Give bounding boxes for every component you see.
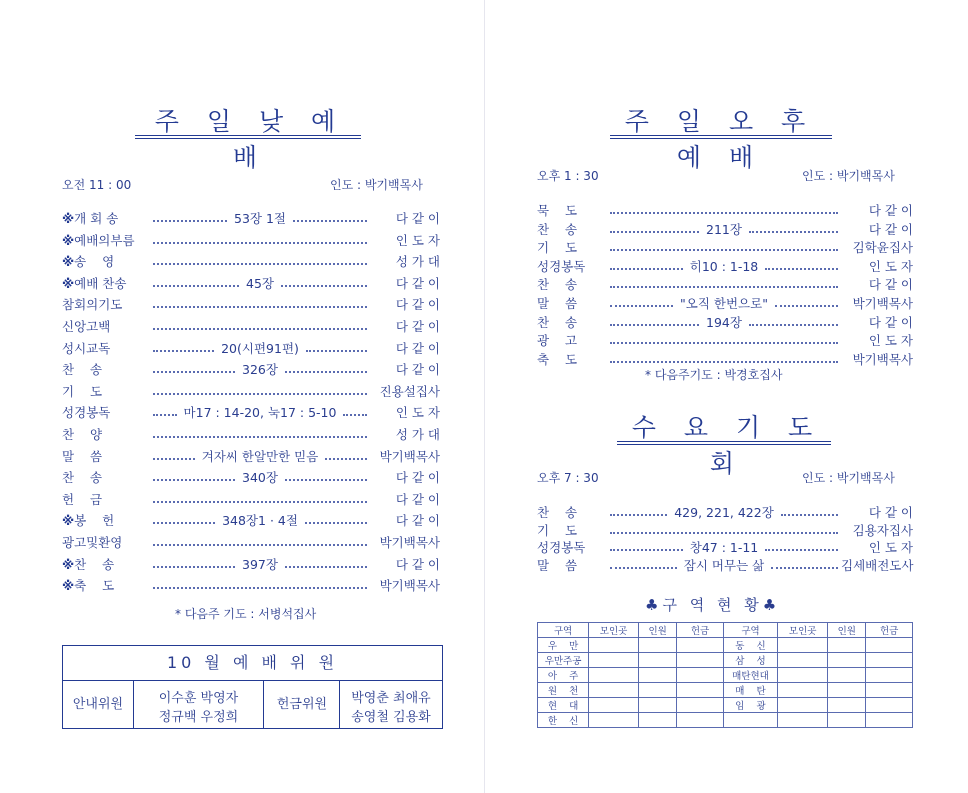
item-label-text: 말 씀: [537, 557, 578, 573]
leader-dots: [153, 263, 367, 265]
zone-cell: [677, 638, 724, 653]
item-performer: 다 같 이: [395, 470, 440, 486]
item-detail: 겨자씨 한알만한 믿음: [201, 448, 319, 464]
item-label: [62, 252, 150, 270]
service-item: [62, 510, 440, 530]
afternoon-time: 오후 1 : 30: [537, 169, 599, 183]
zone-row: [538, 638, 913, 653]
item-label: [537, 238, 607, 256]
leader-dots: [306, 350, 367, 352]
leader-dots: [610, 305, 673, 307]
zone-cell: [866, 638, 913, 653]
zone-header: 인원: [639, 623, 677, 638]
service-item: [537, 555, 913, 575]
leader-dots: [765, 549, 838, 551]
item-performer: 다 같 이: [395, 211, 441, 226]
item-performer: 다 같 이: [868, 221, 913, 237]
zone-cell: [639, 683, 677, 698]
stand-mark: ※: [62, 513, 75, 529]
wednesday-time: 오후 7 : 30: [537, 471, 599, 485]
leader-dots: [153, 285, 239, 287]
service-item: [62, 424, 440, 444]
offering-names: [340, 681, 442, 728]
zone-cell: [778, 683, 828, 698]
item-label: [62, 403, 150, 421]
service-item: [537, 200, 913, 220]
item-detail: 창47 : 1-11: [689, 540, 759, 555]
item-performer: 다 같 이: [395, 319, 440, 334]
item-performer: 박기백목사: [852, 351, 913, 367]
stand-mark: ※: [62, 232, 75, 248]
service-item: [62, 402, 440, 422]
item-performer: 진용설집사: [379, 383, 440, 399]
wednesday-title: 수 요 기 도 회: [631, 413, 823, 478]
item-label-text: 참회의기도: [62, 297, 123, 313]
item-label: [537, 350, 607, 368]
leader-dots: [610, 324, 699, 326]
zone-row: [538, 668, 913, 683]
zone-cell: [639, 698, 677, 713]
zone-name: [723, 713, 777, 728]
zone-header: 구역: [538, 623, 589, 638]
leader-dots: [610, 286, 838, 288]
item-label: [62, 209, 150, 227]
afternoon-leader: 인도 : 박기백목사: [802, 169, 895, 183]
leader-dots: [610, 567, 677, 569]
zone-name: 현 대: [538, 698, 589, 713]
item-performer: 박기백목사: [379, 535, 440, 550]
item-label: [62, 468, 150, 486]
item-label: [62, 533, 150, 551]
item-performer: 인 도 자: [868, 258, 914, 274]
leader-dots: [771, 567, 838, 569]
leader-dots: [610, 212, 838, 214]
zone-name: 동 신: [723, 638, 777, 653]
item-label: [537, 220, 607, 238]
item-performer: 성 가 대: [395, 254, 440, 270]
item-performer: 다 같 이: [395, 513, 440, 529]
leader-dots: [281, 285, 367, 287]
leader-dots: [305, 522, 367, 524]
item-label: [537, 201, 607, 219]
item-label: [537, 503, 607, 521]
zone-cell: [639, 653, 677, 668]
service-item: [62, 316, 440, 336]
item-detail: 53장 1절: [234, 211, 286, 226]
zone-cell: [828, 638, 866, 653]
usher-names-line2: 정규백 우정희: [158, 710, 239, 725]
item-label-text: 찬 송: [74, 556, 115, 572]
item-performer: 박기백목사: [852, 296, 913, 311]
item-label: [62, 339, 150, 357]
item-label-text: 봉 헌: [74, 513, 115, 529]
zone-cell: [639, 713, 677, 728]
committee-title: 10 월 예 배 위 원: [63, 646, 442, 681]
item-performer: 다 같 이: [868, 314, 913, 330]
leader-dots: [285, 371, 367, 373]
zone-cell: [677, 653, 724, 668]
item-label-text: 성시교독: [62, 340, 111, 356]
item-performer: 성 가 대: [395, 427, 440, 442]
item-performer: 다 같 이: [395, 340, 441, 356]
item-detail: 마17 : 14-20, 눅17 : 5-10: [183, 405, 337, 421]
zone-name: 한 신: [538, 713, 589, 728]
item-label: [62, 425, 150, 443]
next-prayer: * 다음주 기도 : 서병석집사: [175, 607, 317, 621]
zone-cell: [828, 683, 866, 698]
item-label: [62, 511, 150, 529]
item-detail: 잠시 머무는 삶: [683, 557, 765, 573]
leader-dots: [610, 231, 699, 233]
item-label: [62, 231, 150, 249]
service-leader: 인도 : 박기백목사: [330, 178, 423, 192]
zone-name: 임 광: [723, 698, 777, 713]
service-item: [62, 338, 440, 358]
service-item: [537, 219, 913, 239]
item-label-text: 광고및환영: [62, 535, 123, 550]
zone-cell: [639, 638, 677, 653]
zone-cell: [677, 683, 724, 698]
service-item: [62, 446, 440, 466]
zone-cell: [589, 698, 639, 713]
item-label-text: 묵 도: [537, 203, 578, 218]
service-item: [62, 359, 440, 379]
zone-header: 모인곳: [778, 623, 828, 638]
zone-header-row: [538, 623, 913, 638]
leader-dots: [610, 549, 683, 551]
zone-cell: [778, 638, 828, 653]
item-performer: 다 같 이: [395, 491, 440, 507]
zone-header: 모인곳: [589, 623, 639, 638]
item-label-text: 축 도: [537, 351, 578, 367]
service-item: [62, 273, 440, 293]
stand-mark: ※: [62, 211, 75, 226]
zone-cell: [778, 713, 828, 728]
service-item: [537, 256, 913, 276]
item-label-text: 예배의부름: [74, 232, 135, 248]
offering-names-line1: 박영춘 최애유: [351, 691, 431, 706]
zone-cell: [866, 713, 913, 728]
item-performer: 박기백목사: [379, 448, 440, 464]
item-detail: 히10 : 1-18: [689, 258, 759, 274]
item-label-text: 성경봉독: [537, 540, 586, 555]
usher-names: [134, 681, 264, 728]
item-detail: 326장: [242, 362, 278, 378]
item-label: [62, 382, 150, 400]
zone-table: [537, 622, 913, 728]
zone-row: [538, 698, 913, 713]
zone-row: [538, 713, 913, 728]
service-item: [62, 208, 440, 228]
service-item: [62, 554, 440, 574]
item-label-text: 말 씀: [537, 296, 578, 311]
service-item: [62, 575, 440, 595]
leader-dots: [153, 350, 214, 352]
item-performer: 박기백목사: [379, 578, 440, 594]
stand-mark: ※: [62, 578, 75, 594]
item-detail: "오직 한번으로": [680, 296, 768, 311]
item-performer: 다 같 이: [395, 297, 440, 313]
item-label: [62, 317, 150, 335]
service-item: [537, 237, 913, 257]
item-performer: 다 같 이: [868, 277, 913, 293]
zone-name: 삼 성: [723, 653, 777, 668]
item-performer: 김용자집사: [852, 522, 913, 538]
item-label: [62, 555, 150, 573]
zone-row: [538, 653, 913, 668]
item-label-text: 찬 송: [537, 221, 578, 237]
zone-name: 원 천: [538, 683, 589, 698]
item-label-text: 찬 송: [537, 505, 578, 520]
zone-cell: [828, 668, 866, 683]
item-label: [62, 576, 150, 594]
item-detail: 429, 221, 422장: [674, 505, 774, 520]
service-time: 오전 11 : 00: [62, 178, 132, 192]
service-item: [537, 312, 913, 332]
leader-dots: [153, 458, 195, 460]
usher-label: 안내위원: [63, 681, 134, 728]
zone-name: 우 만: [538, 638, 589, 653]
leader-dots: [153, 242, 367, 244]
item-label: [62, 360, 150, 378]
service-item: [62, 251, 440, 271]
item-label: [537, 538, 607, 556]
zone-name: 매 탄: [723, 683, 777, 698]
leader-dots: [343, 414, 367, 416]
leader-dots: [153, 371, 235, 373]
leader-dots: [775, 305, 838, 307]
item-label-text: 축 도: [74, 578, 115, 594]
zone-cell: [677, 698, 724, 713]
item-label: [62, 490, 150, 508]
title-underline: [610, 135, 832, 139]
item-performer: 김세배전도사: [841, 557, 914, 573]
service-item: [537, 293, 913, 313]
item-label: [537, 521, 607, 539]
committee-box: [62, 645, 443, 729]
item-label-text: 찬 송: [537, 277, 578, 293]
service-item: [62, 294, 440, 314]
service-item: [62, 532, 440, 552]
stand-mark: ※: [62, 275, 75, 291]
item-performer: 인 도 자: [868, 333, 913, 349]
zone-cell: [778, 698, 828, 713]
item-detail: 194장: [706, 314, 742, 330]
leader-dots: [781, 514, 838, 516]
zone-cell: [828, 713, 866, 728]
service-item: [537, 274, 913, 294]
item-label: [537, 275, 607, 293]
title-underline: [135, 135, 361, 139]
zone-name: 우만주공: [538, 653, 589, 668]
zone-name: 매탄현대: [723, 668, 777, 683]
offering-names-line2: 송영철 김용화: [351, 710, 431, 725]
item-performer: 다 같 이: [868, 203, 913, 218]
leader-dots: [153, 501, 367, 503]
zone-cell: [589, 668, 639, 683]
service-item: [537, 330, 913, 350]
leader-dots: [610, 514, 667, 516]
item-performer: 다 같 이: [395, 275, 441, 291]
zone-cell: [866, 668, 913, 683]
item-label-text: 찬 송: [62, 470, 103, 486]
item-label-text: 신앙고백: [62, 319, 111, 334]
item-performer: 다 같 이: [868, 505, 914, 520]
leader-dots: [153, 587, 367, 589]
item-label-text: 성경봉독: [537, 258, 586, 274]
item-label: [537, 313, 607, 331]
leader-dots: [153, 522, 215, 524]
zone-cell: [677, 668, 724, 683]
item-performer: 인 도 자: [395, 232, 440, 248]
zone-cell: [589, 713, 639, 728]
item-label: [537, 257, 607, 275]
leader-dots: [153, 479, 235, 481]
zone-cell: [589, 653, 639, 668]
item-performer: 인 도 자: [395, 405, 441, 421]
zone-status-title: ♣구 역 현 황♣: [645, 596, 781, 614]
zone-cell: [828, 698, 866, 713]
zone-cell: [589, 638, 639, 653]
item-label-text: 성경봉독: [62, 405, 111, 421]
item-label-text: 개 회 송: [74, 211, 119, 226]
item-label: [62, 447, 150, 465]
service-item: [62, 467, 440, 487]
item-label-text: 찬 송: [537, 314, 578, 330]
item-label: [62, 274, 150, 292]
leader-dots: [610, 268, 683, 270]
usher-names-line1: 이수훈 박영자: [158, 691, 239, 706]
leader-dots: [153, 436, 367, 438]
title-underline: [617, 441, 831, 445]
item-label-text: 예배 찬송: [74, 275, 127, 291]
item-label-text: 광 고: [537, 333, 578, 349]
leader-dots: [153, 306, 367, 308]
leader-dots: [749, 324, 838, 326]
leader-dots: [610, 342, 838, 344]
leader-dots: [153, 566, 235, 568]
wednesday-leader: 인도 : 박기백목사: [802, 471, 895, 485]
afternoon-service-title: 주 일 오 후 예 배: [624, 107, 816, 172]
zone-cell: [639, 668, 677, 683]
item-label-text: 기 도: [537, 240, 578, 256]
zone-header: 구역: [723, 623, 777, 638]
stand-mark: ※: [62, 254, 75, 270]
item-label-text: 기 도: [62, 383, 103, 399]
leader-dots: [749, 231, 838, 233]
item-label: [537, 294, 607, 312]
leader-dots: [293, 220, 367, 222]
morning-service-title: 주 일 낮 예 배: [154, 107, 346, 172]
item-detail: 340장: [242, 470, 278, 486]
item-label: [62, 295, 150, 313]
leader-dots: [153, 393, 367, 395]
leader-dots: [285, 479, 367, 481]
offering-label: 헌금위원: [265, 681, 340, 728]
zone-cell: [866, 653, 913, 668]
item-performer: 김학윤집사: [852, 240, 913, 256]
item-label-text: 말 씀: [62, 448, 103, 464]
item-label-text: 찬 송: [62, 362, 103, 378]
leader-dots: [153, 220, 227, 222]
zone-row: [538, 683, 913, 698]
service-item: [62, 230, 440, 250]
item-detail: 397장: [242, 556, 278, 572]
zone-header: 인원: [828, 623, 866, 638]
item-label: [537, 331, 607, 349]
zone-cell: [589, 683, 639, 698]
zone-cell: [828, 653, 866, 668]
service-item: [62, 381, 440, 401]
item-detail: 348장1 · 4절: [222, 513, 298, 529]
zone-cell: [866, 683, 913, 698]
leader-dots: [325, 458, 367, 460]
item-label-text: 송 영: [74, 254, 115, 270]
item-label-text: 찬 양: [62, 427, 103, 442]
leader-dots: [285, 566, 367, 568]
zone-cell: [778, 668, 828, 683]
item-performer: 다 같 이: [395, 362, 440, 378]
afternoon-next-prayer: * 다음주기도 : 박경호집사: [645, 368, 783, 382]
item-performer: 인 도 자: [868, 540, 914, 555]
zone-header: 헌금: [866, 623, 913, 638]
service-item: [62, 489, 440, 509]
page-fold: [484, 0, 485, 793]
leader-dots: [765, 268, 838, 270]
zone-header: 헌금: [677, 623, 724, 638]
item-label: [537, 556, 607, 574]
item-label-text: 기 도: [537, 522, 578, 538]
leader-dots: [153, 328, 367, 330]
item-detail: 45장: [246, 275, 274, 291]
leader-dots: [153, 414, 177, 416]
item-performer: 다 같 이: [395, 556, 440, 572]
zone-name: 아 주: [538, 668, 589, 683]
item-label-text: 헌 금: [62, 491, 103, 507]
item-detail: 211장: [706, 221, 742, 237]
leader-dots: [153, 544, 367, 546]
leader-dots: [610, 532, 838, 534]
item-detail: 20(시편91편): [221, 340, 299, 356]
zone-cell: [866, 698, 913, 713]
zone-cell: [778, 653, 828, 668]
leader-dots: [610, 361, 838, 363]
stand-mark: ※: [62, 556, 75, 572]
leader-dots: [610, 249, 838, 251]
zone-cell: [677, 713, 724, 728]
